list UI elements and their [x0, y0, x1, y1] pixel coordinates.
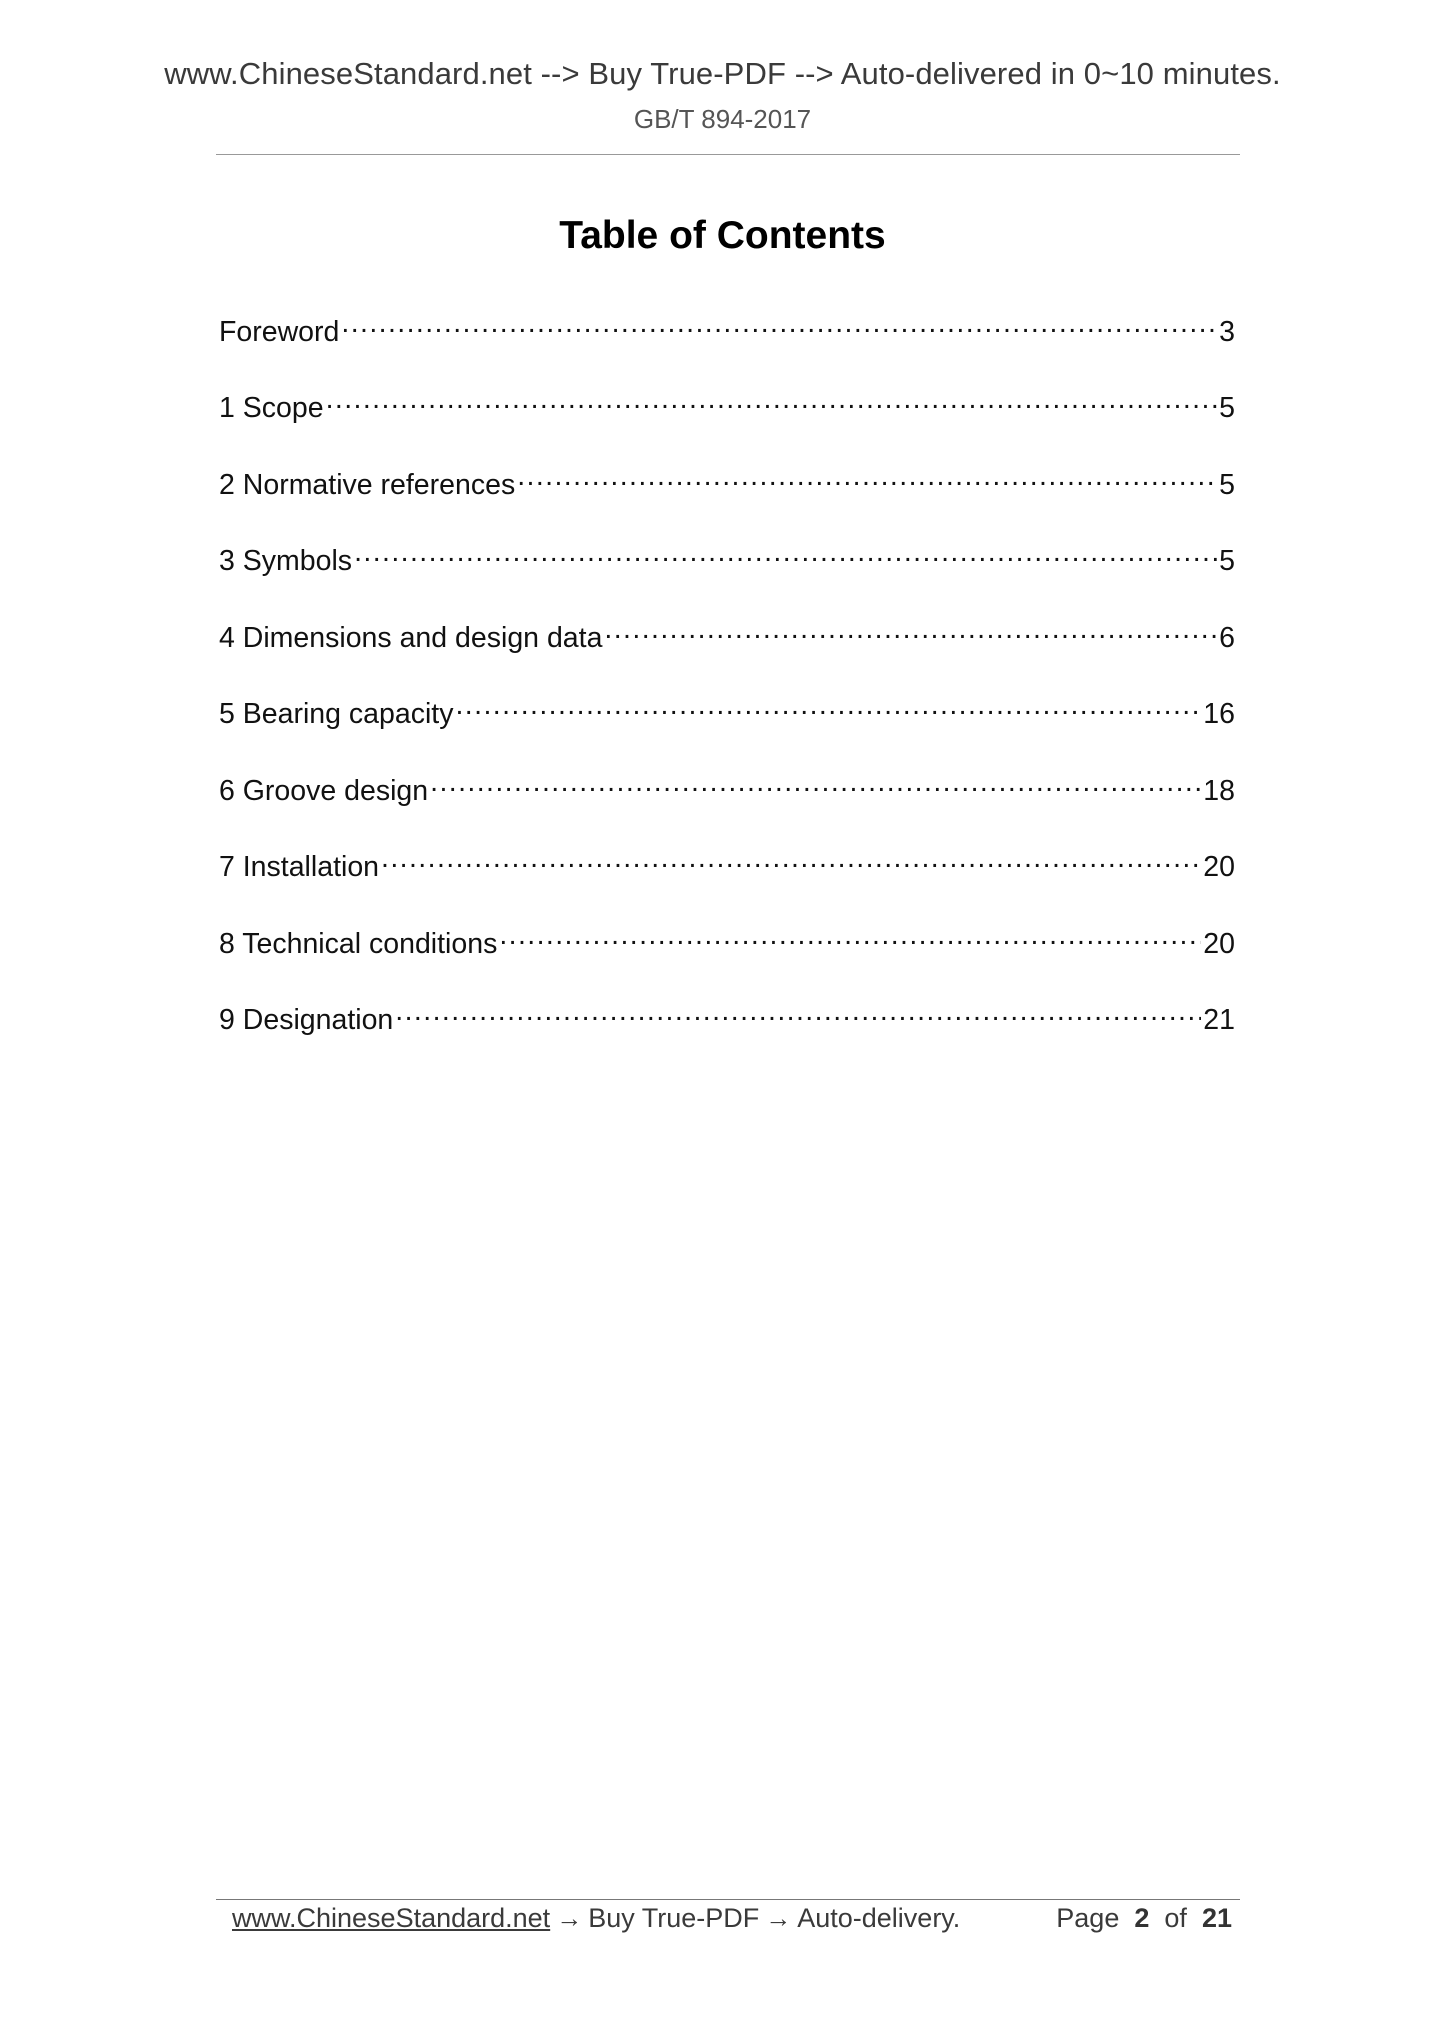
- dot-leader: [455, 695, 1201, 724]
- dot-leader: [381, 848, 1201, 877]
- total-pages: 21: [1201, 1903, 1232, 1933]
- toc-entry-page: 20: [1203, 927, 1235, 960]
- toc-entry-page: 20: [1203, 851, 1235, 883]
- right-arrow-icon: →: [556, 1903, 583, 1933]
- dot-leader: [604, 618, 1217, 647]
- toc-entry-label: 7 Installation: [219, 851, 380, 883]
- toc-entry-label: 6 Groove design: [219, 774, 429, 807]
- footer-delivery-text: Auto-delivery.: [797, 1903, 961, 1933]
- dot-leader: [354, 542, 1217, 571]
- toc-entry-label: 1 Scope: [219, 392, 324, 424]
- dot-leader: [341, 312, 1217, 341]
- toc-entry-label: 4 Dimensions and design data: [219, 621, 603, 654]
- toc-entry-page: 5: [1219, 392, 1235, 424]
- toc-entry-foreword[interactable]: [219, 312, 1235, 389]
- toc-entry-technical-conditions[interactable]: [219, 924, 1235, 1001]
- page-word: Page: [1056, 1903, 1120, 1933]
- toc-entry-scope[interactable]: [219, 389, 1235, 466]
- toc-entry-bearing-capacity[interactable]: [219, 695, 1235, 772]
- footer-divider: [216, 1899, 1240, 1900]
- footer-buy-text: Buy True-PDF: [588, 1903, 760, 1933]
- toc-entry-installation[interactable]: [219, 848, 1235, 925]
- toc-entry-page: 5: [1219, 545, 1235, 577]
- toc-entry-label: 3 Symbols: [219, 545, 353, 577]
- toc-entry-label: 9 Designation: [219, 1004, 394, 1036]
- right-arrow-icon: →: [765, 1903, 792, 1933]
- document-id: GB/T 894-2017: [633, 104, 812, 134]
- toc-entry-symbols[interactable]: [219, 542, 1235, 619]
- toc-entry-designation[interactable]: [219, 1001, 1235, 1078]
- toc-entry-label: 5 Bearing capacity: [219, 698, 454, 730]
- page-title: Table of Contents: [559, 214, 886, 257]
- toc-entry-label: Foreword: [219, 315, 340, 348]
- current-page: 2: [1134, 1903, 1150, 1933]
- dot-leader: [430, 771, 1201, 800]
- toc-entry-dimensions[interactable]: [219, 618, 1235, 695]
- toc-entry-page: 21: [1203, 1004, 1235, 1036]
- of-word: of: [1164, 1903, 1187, 1933]
- footer-promo: [232, 1903, 960, 1934]
- dot-leader: [517, 465, 1217, 494]
- toc-entry-page: 6: [1219, 621, 1235, 654]
- toc-entry-page: 18: [1203, 774, 1235, 807]
- toc-entry-groove-design[interactable]: [219, 771, 1235, 848]
- dot-leader: [326, 389, 1218, 418]
- toc-entry-label: 8 Technical conditions: [219, 927, 498, 960]
- page-footer: [232, 1903, 1232, 1943]
- toc-entry-page: 3: [1219, 315, 1235, 348]
- toc-entry-page: 16: [1203, 698, 1235, 730]
- toc-entry-label: 2 Normative references: [219, 468, 516, 501]
- footer-site-link[interactable]: www.ChineseStandard.net: [232, 1903, 551, 1933]
- header-divider: [216, 154, 1240, 155]
- dot-leader: [499, 924, 1201, 953]
- toc-list: [219, 312, 1235, 1077]
- toc-entry-page: 5: [1219, 468, 1235, 501]
- dot-leader: [395, 1001, 1201, 1030]
- toc-entry-normative-references[interactable]: [219, 465, 1235, 542]
- header-banner: www.ChineseStandard.net --> Buy True-PDF --> Auto-delivered in 0~10 minutes.: [164, 56, 1281, 91]
- page-number: [1056, 1903, 1232, 1934]
